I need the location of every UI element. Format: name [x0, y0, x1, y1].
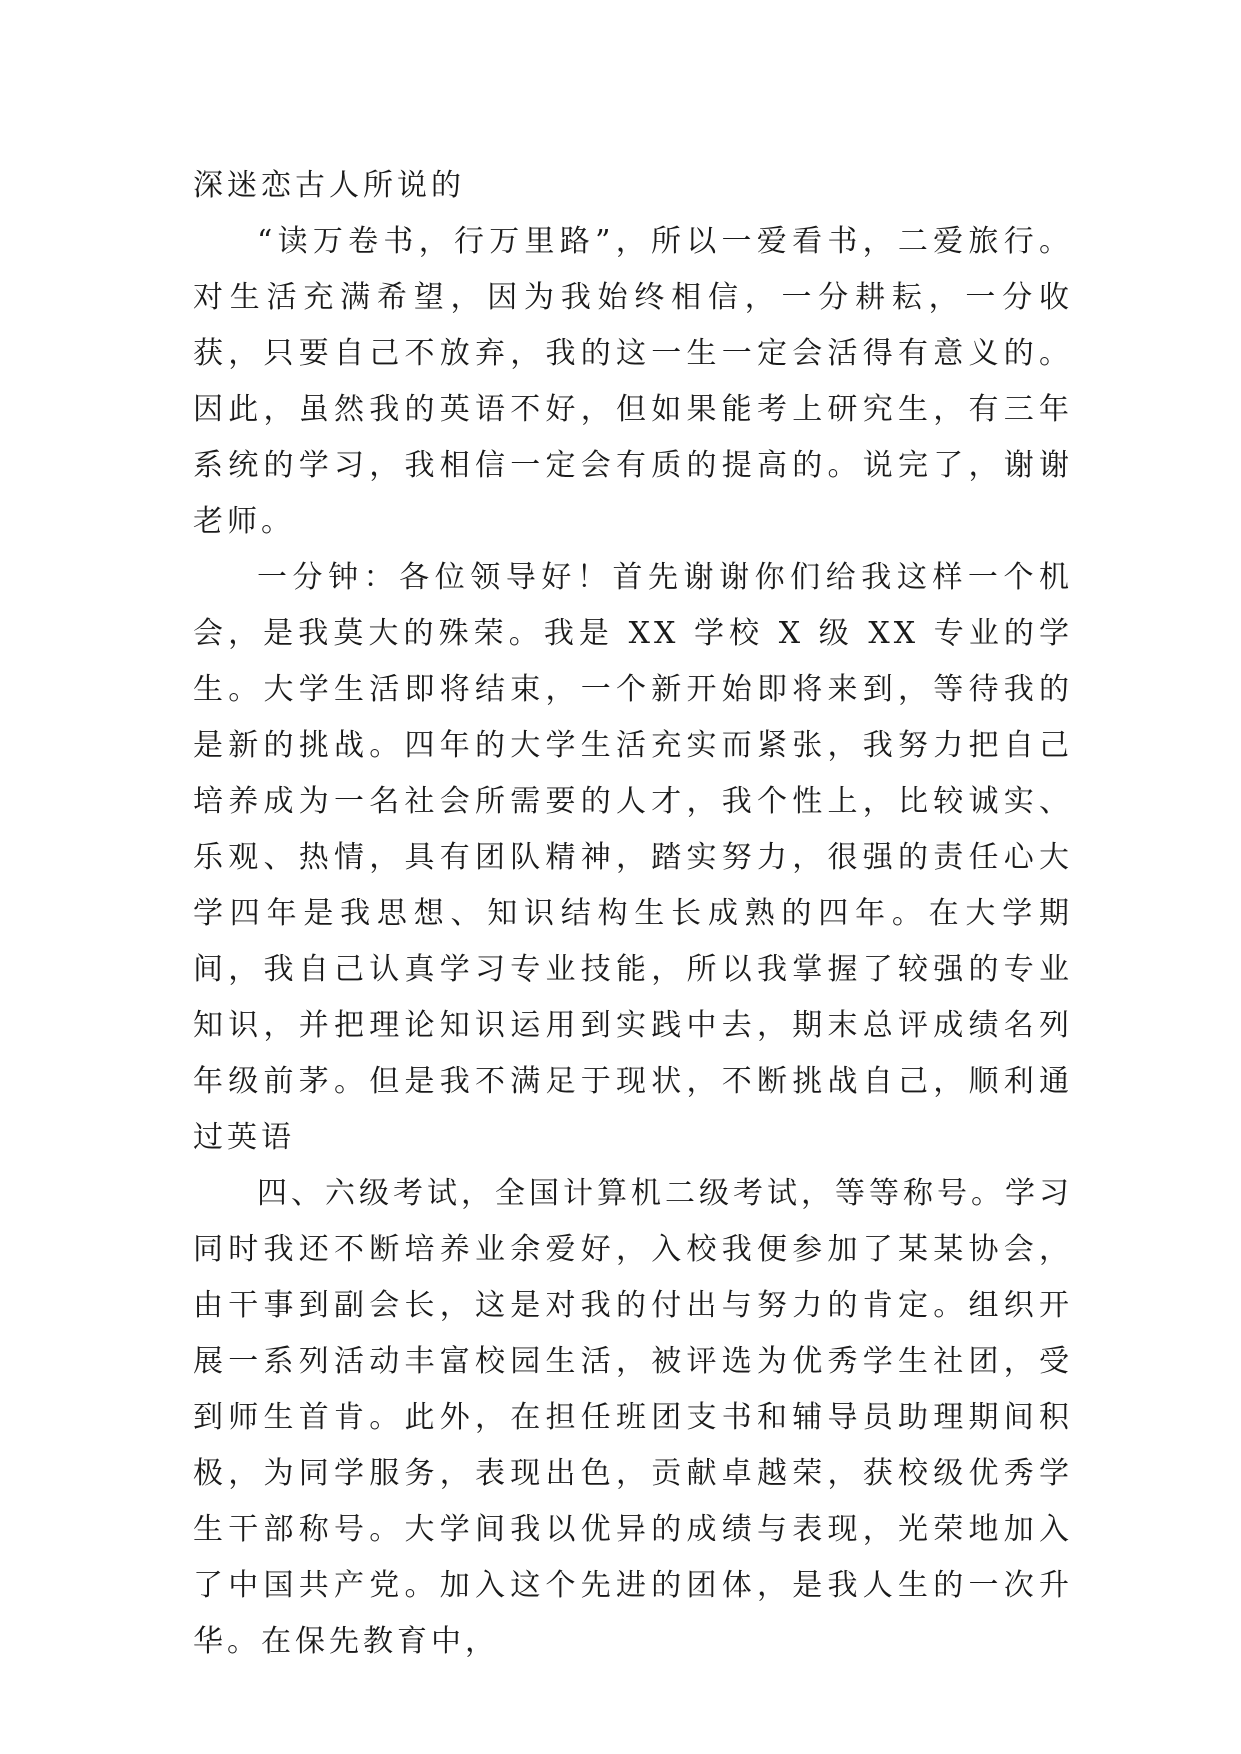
paragraph-2: “读万卷书，行万里路”，所以一爱看书，二爱旅行。对生活充满希望，因为我始终相信，一分耕耘，一分收获，只要自己不放弃，我的这一生一定会活得有意义的。因此，虽然我的英语不好，但如果能考上研究生，有三年系统的学习，我相信一定会有质的提高的。说完了，谢谢老师。 — [193, 224, 1073, 539]
paragraph-3: 一分钟：各位领导好！首先谢谢你们给我这样一个机会，是我莫大的殊荣。我是 XX 学校 X 级 XX 专业的学生。大学生活即将结束，一个新开始即将来到，等待我的是新的挑战。四年的大学生活充实而紧张，我努力把自己培养成为一名社会所需要的人才，我个性上，比较诚实、乐观、热情，具有团队精神，踏实努力，很强的责任心大学四年是我思想、知识结构生长成熟的四年。在大学期间，我自己认真学习专业技能，所以我掌握了较强的专业知识，并把理论知识运用到实践中去，期末总评成绩名列年级前茅。但是我不满足于现状，不断挑战自己，顺利通过英语 — [193, 560, 1073, 1155]
document-body — [193, 158, 1073, 1670]
paragraph-1: 深迷恋古人所说的 — [193, 168, 465, 203]
paragraph-4: 四、六级考试，全国计算机二级考试，等等称号。学习同时我还不断培养业余爱好，入校我便参加了某某协会，由干事到副会长，这是对我的付出与努力的肯定。组织开展一系列活动丰富校园生活，被评选为优秀学生社团，受到师生首肯。此外，在担任班团支书和辅导员助理期间积极，为同学服务，表现出色，贡献卓越荣，获校级优秀学生干部称号。大学间我以优异的成绩与表现，光荣地加入了中国共产党。加入这个先进的团体，是我人生的一次升华。在保先教育中， — [193, 1176, 1073, 1659]
